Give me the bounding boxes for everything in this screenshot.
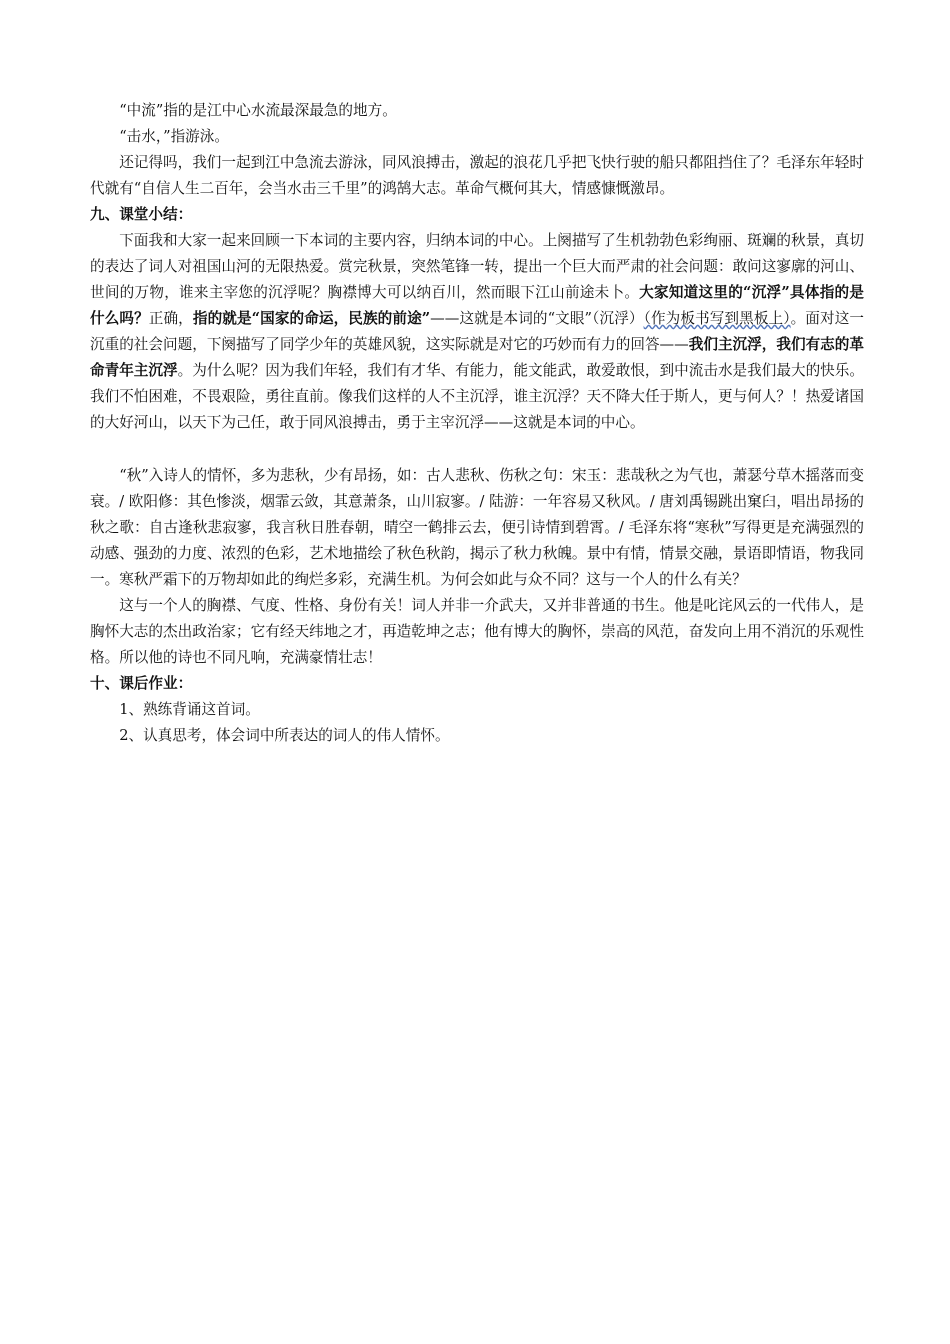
summary-text-4: 。面对这一沉重的社会问题，下阕描写了同学少年的英雄风貌，这实际就是对它的巧妙而有力的回答—— [90,310,864,353]
summary-theme-bold: 我们主沉浮，我们有志的革命青年主沉浮 [90,336,864,379]
line-jishui: “击水，”指游泳。 [119,128,229,145]
summary-text-1: 下面我和大家一起来回顾一下本词的主要内容，归纳本词的中心。上阕描写了生机勃勃色彩绚丽、斑斓的秋景，真切的表达了词人对祖国山河的无限热爱。赏完秋景，突然笔锋一转，提出一个巨大而严肃的社会问题：敢问这寥廓的河山、世间的万物，谁来主宰您的沉浮呢？胸襟博大可以纳百川，然而眼下江山前途未卜。 [90,232,864,301]
paragraph-autumn: “秋”入诗人的情怀，多为悲秋，少有昂扬，如：古人悲秋、伤秋之句：宋玉：悲哉秋之为气也，萧瑟兮草木摇落而变衰。/ 欧阳修：其色惨淡，烟霏云敛，其意萧条，山川寂寥。/ 陆游：一年容易又秋风。/ 唐刘禹锡跳出窠臼，唱出昂扬的秋之歌：自古逢秋悲寂寥，我言秋日胜春朝，晴空一鹤排云去，便引诗情到碧霄。/ 毛泽东将“寒秋”写得更是充满强烈的动感、强劲的力度、浓烈的色彩，艺术地描绘了秋色秋韵，揭示了秋力秋魄。景中有情，情景交融，景语即情语，物我同一。寒秋严霜下的万物却如此的绚烂多彩，充满生机。为何会如此与众不同？这与一个人的什么有关？ [90,467,864,588]
paragraph-answer: 这与一个人的胸襟、气度、性格、身份有关！词人并非一介武夫，又并非普通的书生。他是叱诧风云的一代伟人，是胸怀大志的杰出政治家；它有经天纬地之才，再造乾坤之志；他有博大的胸怀，崇高的风范，奋发向上用不消沉的乐观性格。所以他的诗也不同凡响，充满豪情壮志！ [90,597,864,666]
section-ten-heading: 十、课后作业： [90,675,193,692]
summary-text-5: 。为什么呢？因为我们年轻，我们有才华、有能力，能文能武，敢爱敢恨，到中流击水是我们最大的快乐。我们不怕困难，不畏艰险，勇往直前。像我们这样的人不主沉浮，谁主沉浮？天不降大任于斯人，更与何人？！热爱诸国的大好河山，以天下为己任，敢于同风浪搏击，勇于主宰沉浮——这就是本词的中心。 [90,362,864,431]
homework-item-1: 1、熟练背诵这首词。 [119,701,260,718]
summary-text-2: 正确， [148,310,193,327]
section-nine-heading: 九、课堂小结： [90,206,193,223]
intro-block [90,98,864,436]
summary-question-bold: 大家知道这里的“沉浮”具体指的是什么吗？ [90,284,864,327]
summary-answer-bold: 指的就是“国家的命运，民族的前途” [192,310,431,327]
autumn-block [90,463,864,749]
homework-item-2: 2、认真思考，体会词中所表达的词人的伟人情怀。 [119,727,450,744]
paragraph-remember: 还记得吗，我们一起到江中急流去游泳，同风浪搏击，激起的浪花几乎把飞快行驶的船只都阻挡住了？毛泽东年轻时代就有“自信人生二百年，会当水击三千里”的鸿鹄大志。革命气概何其大，情感慷慨激昂。 [90,154,864,197]
summary-text-3: ——这就是本词的“文眼”（沉浮） [430,310,644,327]
summary-paragraph [90,228,864,436]
blackboard-note: （作为板书写到黑板上） [643,310,791,327]
line-zhongliu: “中流”指的是江中心水流最深最急的地方。 [119,102,397,119]
